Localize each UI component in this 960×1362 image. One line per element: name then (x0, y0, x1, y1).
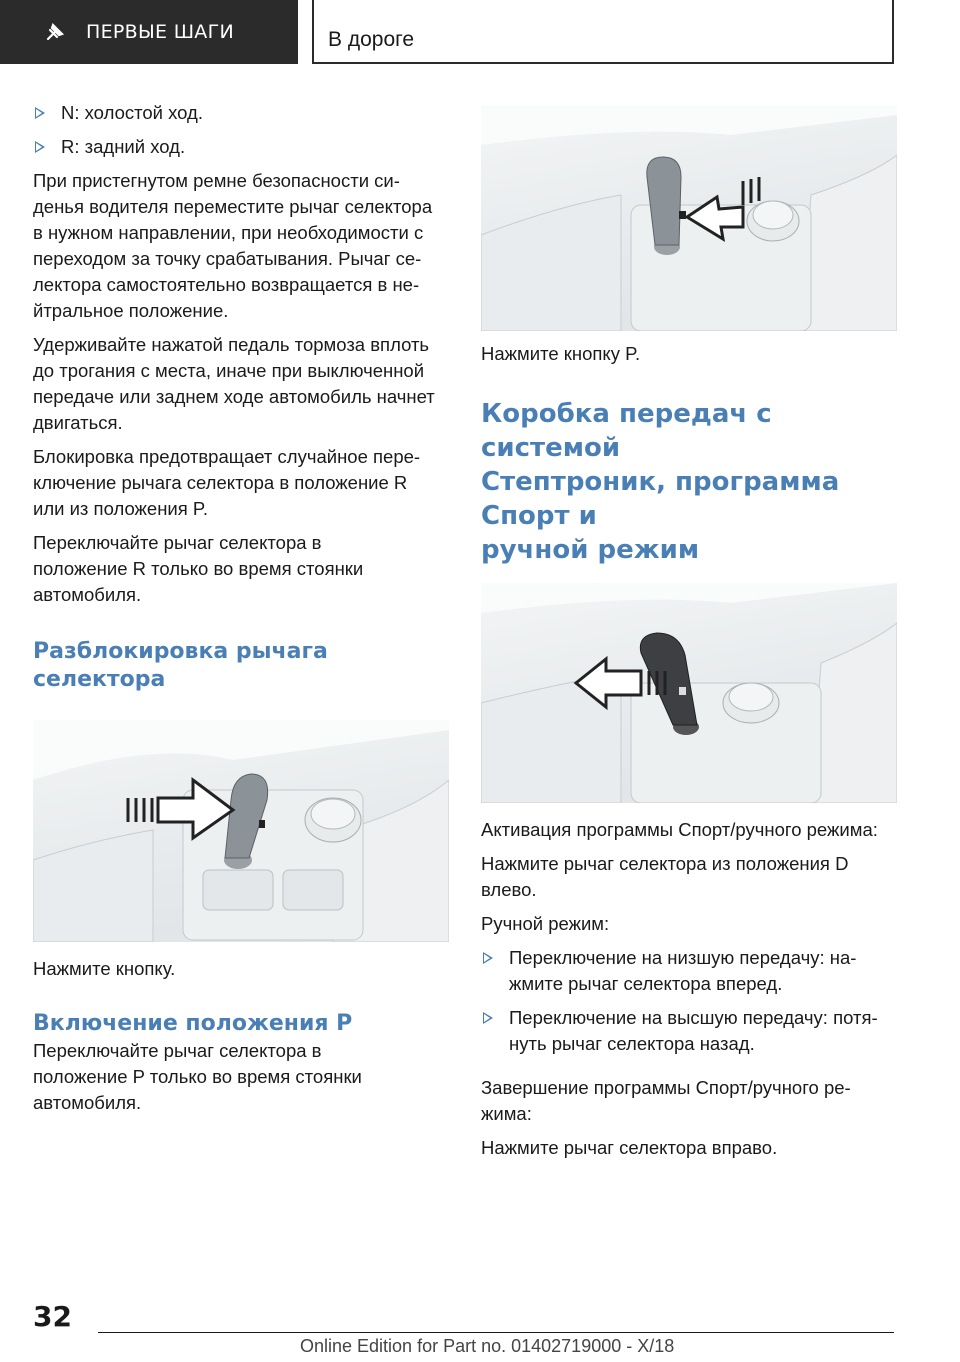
list-item (33, 100, 449, 126)
gear-selector-illustration (33, 720, 449, 942)
figure-unlock-button (33, 720, 449, 942)
section-heading: Включение положения P (33, 1011, 353, 1036)
footer-edition: Online Edition for Part no. 01402719000 - X/18 (300, 1336, 675, 1356)
paragraph: Блокировка предотвращает случайное пере- ключение рычага селектора в положение R или из положения P. (33, 446, 421, 519)
section-heading: Разблокировка рычага селектора (33, 639, 328, 692)
list-item (33, 134, 449, 160)
list-item-text: N: холостой ход. (61, 102, 203, 123)
paragraph: Активация программы Спорт/ручного режима: (481, 819, 878, 840)
figure-p-button (481, 105, 897, 331)
bullet-triangle-icon (35, 107, 45, 119)
chapter-header (312, 0, 894, 64)
chapter-title: В дороге (328, 28, 415, 51)
right-column (481, 100, 897, 1169)
gear-selector-illustration (481, 105, 897, 331)
section-tab-label: ПЕРВЫЕ ШАГИ (86, 21, 235, 43)
bullet-triangle-icon (483, 1012, 493, 1024)
paragraph: При пристегнутом ремне безопасности си- денья водителя переместите рычаг селектора в нужном направлении, при необходимости с переходом за точку срабатывания. Рычаг се- лектора самостоятельно возвращается в не- йтральное положение. (33, 170, 433, 321)
paragraph: Переключайте рычаг селектора в положение R только во время стоянки автомобиля. (33, 532, 364, 605)
footer-divider (98, 1332, 894, 1333)
paragraph: Завершение программы Спорт/ручного ре- жима: (481, 1077, 851, 1124)
pin-icon (44, 21, 66, 43)
left-column (33, 100, 449, 1124)
paragraph: Ручной режим: (481, 913, 610, 934)
list-item-text: Переключение на высшую передачу: потя- нуть рычаг селектора назад. (509, 1007, 878, 1054)
list-item-text: R: задний ход. (61, 136, 186, 157)
figure-caption: Нажмите кнопку P. (481, 343, 641, 364)
section-heading: Коробка передач с системой Стептроник, программа Спорт и ручной режим (481, 399, 840, 565)
paragraph: Нажмите рычаг селектора вправо. (481, 1137, 778, 1158)
list-item (481, 945, 897, 997)
bullet-triangle-icon (483, 952, 493, 964)
section-tab[interactable] (0, 0, 298, 64)
figure-caption: Нажмите кнопку. (33, 958, 176, 979)
paragraph: Удерживайте нажатой педаль тормоза вплоть до трогания с места, иначе при выключенной передаче или заднем ходе автомобиль начнет двигаться. (33, 334, 435, 433)
page-number: 32 (33, 1300, 72, 1333)
gear-selector-illustration (481, 583, 897, 803)
paragraph: Нажмите рычаг селектора из положения D влево. (481, 853, 849, 900)
list-item (481, 1005, 897, 1057)
figure-sport-mode (481, 583, 897, 803)
paragraph: Переключайте рычаг селектора в положение P только во время стоянки автомобиля. (33, 1040, 362, 1113)
bullet-triangle-icon (35, 141, 45, 153)
list-item-text: Переключение на низшую передачу: на- жмите рычаг селектора вперед. (509, 947, 857, 994)
